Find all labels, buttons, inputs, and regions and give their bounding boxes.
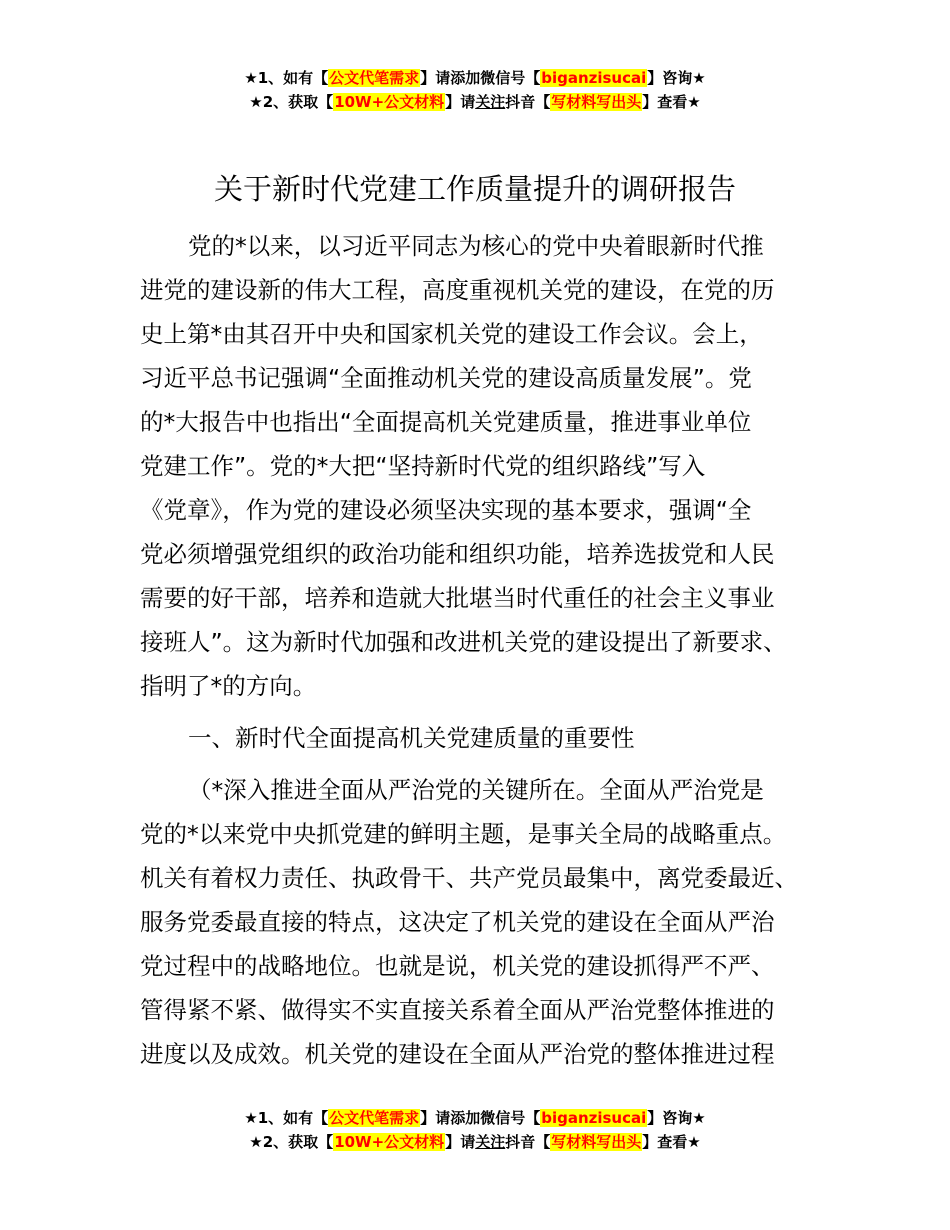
- paragraph-line: 接班人”。这为新时代加强和改进机关党的建设提出了新要求、: [140, 628, 787, 656]
- paragraph-line: 史上第*由其召开中央和国家机关党的建设工作会议。会上，: [140, 320, 763, 348]
- paragraph-line: 习近平总书记强调“全面推动机关党的建设高质量发展”。党: [140, 364, 752, 392]
- paragraph-line: 需要的好干部，培养和造就大批堪当时代重任的社会主义事业: [140, 584, 775, 612]
- paragraph-line: 《党章》，作为党的建设必须坚决实现的基本要求，强调“全: [140, 496, 752, 524]
- banner-highlight: 写材料写出头: [551, 93, 642, 111]
- banner-line-2: [0, 1130, 950, 1154]
- banner-text: 】请添加微信号【: [420, 69, 541, 87]
- paragraph-line: 指明了*的方向。: [140, 672, 317, 700]
- banner-underlined-text: 关注: [475, 1133, 506, 1151]
- section-heading-1: [140, 716, 840, 760]
- paragraph-line: 党的*以来党中央抓党建的鲜明主题，是事关全局的战略重点。: [140, 820, 787, 848]
- banner-highlight: 公文代笔需求: [329, 69, 420, 87]
- paragraph-line: 进度以及成效。机关党的建设在全面从严治党的整体推进过程: [140, 1040, 775, 1068]
- banner-text: 】请添加微信号【: [420, 1109, 541, 1127]
- banner-text: ★2、获取【: [249, 1133, 334, 1151]
- footer-banner: [0, 1106, 950, 1154]
- banner-text: ★2、获取【: [249, 93, 334, 111]
- banner-line-1: [0, 1106, 950, 1130]
- banner-highlight: 10W+公文材料: [334, 93, 445, 111]
- banner-text: 】请: [445, 93, 476, 111]
- paragraph-line: 党建工作”。党的*大把“坚持新时代党的组织路线”写入: [140, 452, 706, 480]
- banner-text: 抖音【: [505, 93, 551, 111]
- banner-line-2: [0, 90, 950, 114]
- paragraph-line: 进党的建设新的伟大工程，高度重视机关党的建设，在党的历: [140, 276, 775, 304]
- paragraph-line: 的*大报告中也指出“全面提高机关党建质量，推进事业单位: [140, 408, 752, 436]
- banner-underlined-text: 关注: [475, 93, 506, 111]
- paragraph-line: 党必须增强党组织的政治功能和组织功能，培养选拔党和人民: [140, 540, 775, 568]
- paragraph-1: [140, 224, 840, 708]
- banner-text: 】查看★: [642, 93, 701, 111]
- banner-highlight: 写材料写出头: [551, 1133, 642, 1151]
- banner-highlight-wechat-id: biganzisucai: [541, 1109, 647, 1127]
- banner-text: 】请: [445, 1133, 476, 1151]
- banner-text: 】查看★: [642, 1133, 701, 1151]
- banner-text: 抖音【: [505, 1133, 551, 1151]
- banner-text: 】咨询★: [647, 1109, 706, 1127]
- section-heading: 一、新时代全面提高机关党建质量的重要性: [188, 724, 635, 752]
- paragraph-line: 管得紧不紧、做得实不实直接关系着全面从严治党整体推进的: [140, 996, 775, 1024]
- banner-line-1: [0, 66, 950, 90]
- banner-text: ★1、如有【: [244, 69, 329, 87]
- paragraph-line: 党过程中的战略地位。也就是说，机关党的建设抓得严不严、: [140, 952, 775, 980]
- document-title: 关于新时代党建工作质量提升的调研报告: [213, 172, 736, 206]
- banner-text: 】咨询★: [647, 69, 706, 87]
- paragraph-line: 党的*以来，以习近平同志为核心的党中央着眼新时代推: [188, 232, 764, 260]
- paragraph-2: [140, 768, 840, 1076]
- banner-highlight: 公文代笔需求: [329, 1109, 420, 1127]
- banner-text: ★1、如有【: [244, 1109, 329, 1127]
- paragraph-line: （*深入推进全面从严治党的关键所在。全面从严治党是: [188, 776, 764, 804]
- document-body: [140, 224, 840, 1076]
- header-banner: [0, 66, 950, 114]
- paragraph-line: 机关有着权力责任、执政骨干、共产党员最集中，离党委最近、: [140, 864, 798, 892]
- paragraph-line: 服务党委最直接的特点，这决定了机关党的建设在全面从严治: [140, 908, 775, 936]
- banner-highlight: 10W+公文材料: [334, 1133, 445, 1151]
- banner-highlight-wechat-id: biganzisucai: [541, 69, 647, 87]
